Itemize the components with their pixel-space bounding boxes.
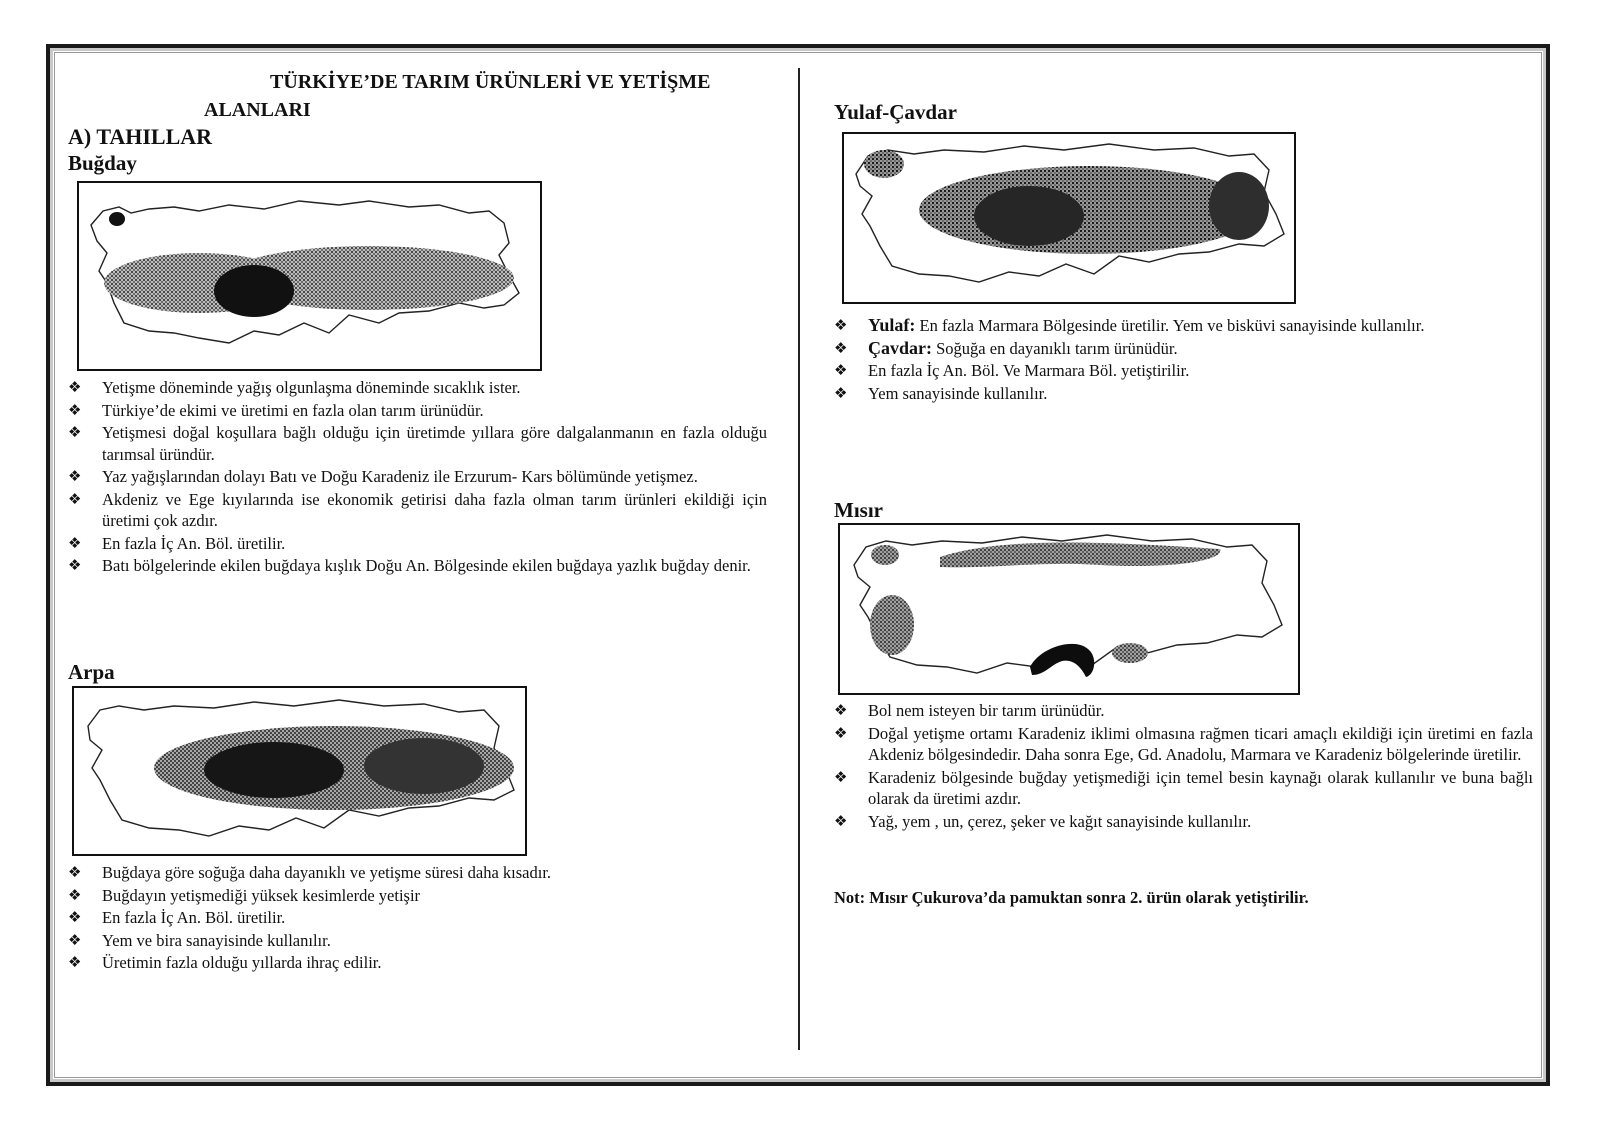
list-item-text: Türkiye’de ekimi ve üretimi en fazla olan tarım ürünüdür.: [102, 400, 484, 420]
corn-southeast-zone: [1112, 643, 1148, 663]
bullet-icon: ❖: [68, 863, 82, 881]
misir-map: [838, 523, 1300, 695]
list-item: [834, 723, 1533, 766]
list-item-text: Doğal yetişme ortamı Karadeniz iklimi olmasına rağmen ticari amaçlı ekildiği için üretimi en fazla Akdeniz bölgesindedir. Daha sonra Ege, Gd. Anadolu, Marmara ve Karadeniz bölgelerinde üretilir.: [868, 723, 1533, 764]
bullet-icon: ❖: [834, 361, 848, 379]
list-item-text: En fazla İç An. Böl. Ve Marmara Böl. yetiştirilir.: [868, 361, 1190, 380]
list-item-text: En fazla İç An. Böl. üretilir.: [102, 908, 286, 927]
bullet-icon: ❖: [68, 533, 82, 552]
bullet-icon: ❖: [68, 378, 82, 396]
arpa-heading: Arpa: [68, 660, 115, 684]
barley-dense-zone: [204, 742, 344, 798]
bullet-icon: ❖: [68, 489, 82, 508]
corn-aegean-zone: [870, 595, 914, 655]
arpa-map: [72, 686, 527, 856]
list-item: [68, 885, 767, 907]
list-item: [834, 360, 1534, 382]
barley-dense-zone: [364, 738, 484, 794]
corn-cukurova-zone: [1030, 644, 1094, 677]
page-title: [204, 68, 764, 124]
bullet-icon: ❖: [68, 400, 82, 419]
bugday-list: [68, 377, 767, 578]
oat-thrace-zone: [864, 150, 904, 178]
misir-list: [834, 700, 1533, 833]
bullet-icon: ❖: [68, 908, 82, 926]
list-item: [68, 533, 767, 555]
list-item: [68, 952, 767, 974]
bullet-icon: ❖: [834, 723, 848, 742]
list-item-text: Üretimin fazla olduğu yıllarda ihraç edilir.: [102, 953, 382, 972]
yulaf-heading: Yulaf-Çavdar: [834, 100, 957, 124]
arpa-list: [68, 862, 767, 975]
bullet-icon: ❖: [68, 930, 82, 949]
list-item: [68, 466, 767, 488]
corn-blacksea-zone: [940, 542, 1220, 567]
bullet-icon: ❖: [834, 338, 848, 357]
list-item-text: Yem ve bira sanayisinde kullanılır.: [102, 930, 331, 950]
bullet-icon: ❖: [68, 885, 82, 904]
list-item: [68, 862, 767, 884]
list-item: [68, 422, 767, 465]
wheat-thrace-zone: [109, 212, 125, 226]
list-item: [68, 907, 767, 929]
bullet-icon: ❖: [834, 767, 848, 786]
list-item-text: Karadeniz bölgesinde buğday yetişmediği için temel besin kaynağı olarak kullanılır ve buna bağlı olarak da üretimi azdır.: [868, 767, 1533, 808]
bullet-icon: ❖: [68, 423, 82, 441]
list-item-text: Akdeniz ve Ege kıyılarında ise ekonomik getirisi daha fazla olman tarım ürünleri ekildiği için üretimi çok azdır.: [102, 489, 767, 530]
list-item-text: Yetişmesi doğal koşullara bağlı olduğu için üretimde yıllara göre dalgalanmanın en fazla olduğu tarımsal üründür.: [102, 423, 767, 464]
bullet-icon: ❖: [834, 383, 848, 402]
bugday-heading: Buğday: [68, 151, 137, 175]
list-item-text: Buğdayın yetişmediği yüksek kesimlerde yetişir: [102, 885, 421, 905]
bullet-icon: ❖: [68, 953, 82, 971]
oat-dense-zone: [974, 186, 1084, 246]
title-line-1: TÜRKİYE’DE TARIM ÜRÜNLERİ VE YETİŞME: [270, 71, 711, 93]
list-item: [834, 315, 1534, 337]
list-item: [834, 811, 1533, 833]
bugday-map: [77, 181, 542, 371]
oat-zone: [919, 166, 1259, 254]
list-item-term: Yulaf:: [868, 315, 916, 335]
list-item-text: En fazla Marmara Bölgesinde üretilir. Yem ve bisküvi sanayisinde kullanılır.: [915, 316, 1425, 335]
bugday-map-drawing: [79, 183, 542, 371]
list-item-term: Çavdar:: [868, 337, 932, 358]
section-heading: A) TAHILLAR: [68, 124, 213, 149]
bullet-icon: ❖: [68, 556, 82, 574]
list-item: [68, 930, 767, 952]
list-item-text: Bol nem isteyen bir tarım ürünüdür.: [868, 701, 1105, 720]
corn-marmara-zone: [871, 545, 899, 565]
oat-dense-zone: [1209, 172, 1269, 240]
bullet-icon: ❖: [834, 316, 848, 334]
list-item: [834, 383, 1534, 405]
list-item: [834, 338, 1534, 360]
list-item: [68, 555, 767, 577]
list-item-text: Batı bölgelerinde ekilen buğdaya kışlık Doğu An. Bölgesinde ekilen buğdaya yazlık buğday denir.: [102, 556, 751, 575]
list-item-text: En fazla İç An. Böl. üretilir.: [102, 533, 286, 553]
misir-note: Not: Mısır Çukurova’da pamuktan sonra 2. ürün olarak yetiştirilir.: [834, 888, 1309, 907]
list-item: [834, 767, 1533, 810]
list-item-text: Yağ, yem , un, çerez, şeker ve kağıt sanayisinde kullanılır.: [868, 811, 1252, 831]
column-divider: [798, 68, 800, 1050]
list-item-text: Buğdaya göre soğuğa daha dayanıklı ve yetişme süresi daha kısadır.: [102, 863, 552, 882]
list-item: [68, 400, 767, 422]
yulaf-map-drawing: [844, 134, 1296, 304]
bullet-icon: ❖: [834, 811, 848, 830]
title-line-2: ALANLARI: [204, 99, 311, 121]
list-item: [68, 377, 767, 399]
arpa-map-drawing: [74, 688, 527, 856]
yulaf-list: [834, 315, 1534, 405]
list-item-text: Soğuğa en dayanıklı tarım ürünüdür.: [932, 338, 1178, 358]
bullet-icon: ❖: [834, 701, 848, 719]
list-item: [834, 700, 1533, 722]
list-item-text: Yetişme döneminde yağış olgunlaşma döneminde sıcaklık ister.: [102, 378, 521, 397]
wheat-dense-zone: [214, 265, 294, 317]
list-item: [68, 489, 767, 532]
list-item-text: Yem sanayisinde kullanılır.: [868, 383, 1048, 403]
misir-heading: Mısır: [834, 498, 883, 522]
list-item-text: Yaz yağışlarından dolayı Batı ve Doğu Karadeniz ile Erzurum- Kars bölümünde yetişmez.: [102, 467, 698, 486]
yulaf-map: [842, 132, 1296, 304]
bullet-icon: ❖: [68, 467, 82, 485]
misir-map-drawing: [840, 525, 1300, 695]
